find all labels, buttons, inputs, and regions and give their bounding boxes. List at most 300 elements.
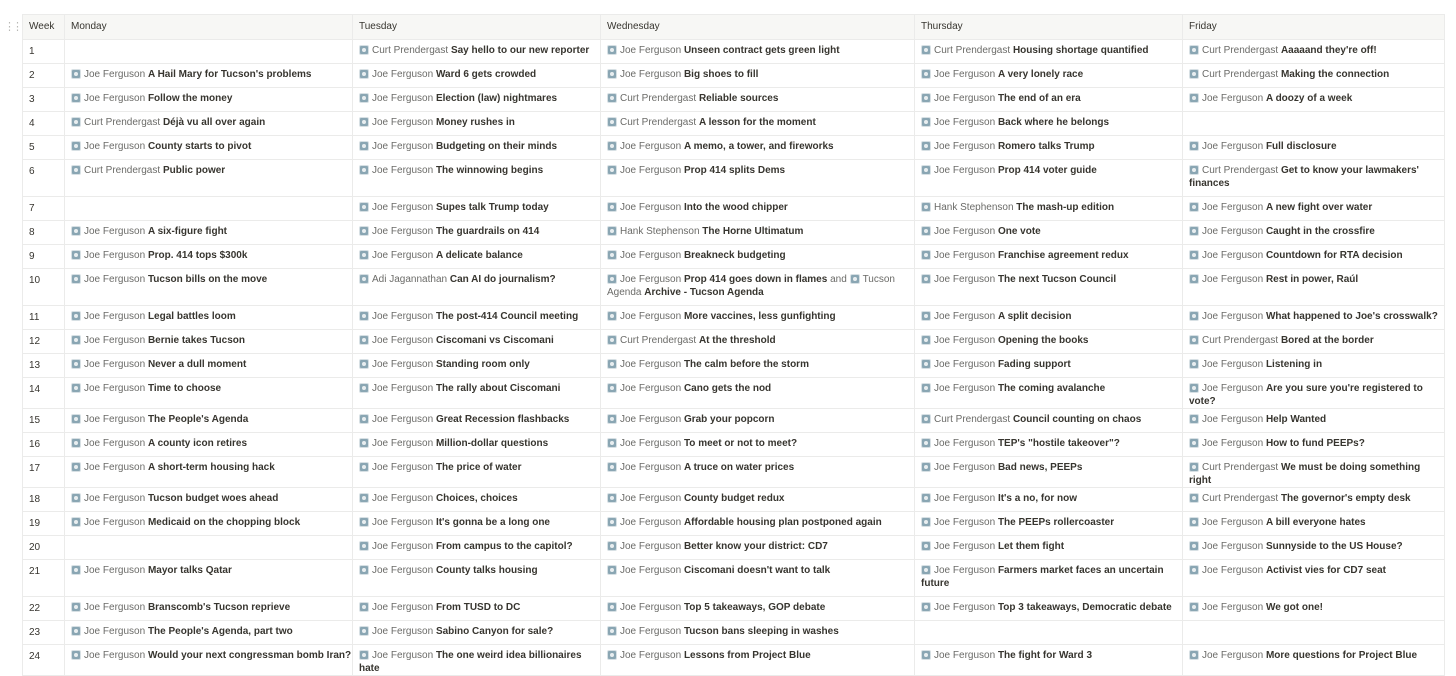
week-number-cell[interactable]: 7 — [23, 197, 65, 221]
column-header-monday[interactable]: Monday — [65, 15, 353, 40]
page-link[interactable] — [607, 493, 785, 504]
page-link[interactable] — [71, 165, 225, 176]
cell-monday[interactable] — [65, 409, 353, 433]
page-link[interactable] — [607, 45, 840, 56]
cell-friday[interactable] — [1183, 597, 1445, 621]
page-link[interactable] — [359, 45, 589, 56]
cell-thursday[interactable] — [915, 457, 1183, 488]
cell-thursday[interactable] — [915, 621, 1183, 645]
page-link[interactable] — [921, 359, 1071, 370]
cell-thursday[interactable] — [915, 330, 1183, 354]
cell-friday[interactable] — [1183, 160, 1445, 197]
week-number-cell[interactable]: 11 — [23, 306, 65, 330]
page-link[interactable] — [1189, 383, 1423, 407]
cell-tuesday[interactable] — [353, 378, 601, 409]
page-link[interactable] — [71, 565, 232, 576]
page-link[interactable] — [359, 226, 539, 237]
cell-wednesday[interactable] — [601, 64, 915, 88]
cell-thursday[interactable] — [915, 409, 1183, 433]
page-link[interactable] — [71, 141, 251, 152]
page-link[interactable] — [607, 93, 778, 104]
page-link[interactable] — [1189, 541, 1403, 552]
cell-thursday[interactable] — [915, 378, 1183, 409]
page-link[interactable] — [607, 335, 776, 346]
cell-thursday[interactable] — [915, 269, 1183, 306]
cell-friday[interactable] — [1183, 88, 1445, 112]
cell-thursday[interactable] — [915, 560, 1183, 597]
cell-wednesday[interactable] — [601, 136, 915, 160]
page-link[interactable] — [71, 274, 267, 285]
cell-friday[interactable] — [1183, 64, 1445, 88]
cell-friday[interactable] — [1183, 306, 1445, 330]
page-link[interactable] — [607, 226, 803, 237]
cell-content — [71, 488, 352, 505]
page-link-icon — [921, 565, 931, 575]
cell-monday[interactable] — [65, 433, 353, 457]
page-link[interactable] — [1189, 141, 1337, 152]
cell-content — [71, 112, 352, 129]
page-link[interactable] — [359, 250, 523, 261]
week-number-cell[interactable]: 15 — [23, 409, 65, 433]
page-link[interactable] — [607, 311, 836, 322]
cell-thursday[interactable] — [915, 197, 1183, 221]
cell-tuesday[interactable] — [353, 354, 601, 378]
cell-tuesday[interactable] — [353, 40, 601, 64]
cell-tuesday[interactable] — [353, 112, 601, 136]
cell-tuesday[interactable] — [353, 457, 601, 488]
cell-monday[interactable] — [65, 269, 353, 306]
page-link[interactable] — [359, 311, 578, 322]
story-title: Top 3 takeaways, Democratic debate — [997, 602, 1172, 613]
page-link[interactable] — [359, 414, 569, 425]
page-link[interactable] — [921, 93, 1081, 104]
story-title: Caught in the crossfire — [1265, 226, 1375, 237]
cell-monday[interactable] — [65, 112, 353, 136]
cell-tuesday[interactable] — [353, 488, 601, 512]
page-link-icon — [71, 462, 81, 472]
page-link[interactable] — [359, 165, 543, 176]
page-link[interactable] — [921, 383, 1105, 394]
page-link[interactable] — [359, 274, 556, 285]
cell-monday[interactable] — [65, 40, 353, 64]
author-name: Curt Prendergast — [1202, 45, 1279, 56]
cell-thursday[interactable] — [915, 354, 1183, 378]
week-number-cell[interactable]: 21 — [23, 560, 65, 597]
week-number-cell[interactable]: 23 — [23, 621, 65, 645]
page-link[interactable] — [921, 274, 1116, 285]
page-link[interactable] — [71, 69, 311, 80]
cell-wednesday[interactable] — [601, 197, 915, 221]
cell-tuesday[interactable] — [353, 64, 601, 88]
cell-content — [921, 136, 1182, 153]
page-link[interactable] — [1189, 602, 1323, 613]
page-link[interactable] — [1189, 202, 1372, 213]
page-link-icon — [359, 45, 369, 55]
page-link[interactable] — [71, 117, 265, 128]
page-link[interactable] — [359, 383, 560, 394]
page-link[interactable] — [1189, 438, 1365, 449]
author-name: Joe Ferguson — [84, 493, 146, 504]
page-link[interactable] — [607, 462, 794, 473]
page-link[interactable] — [607, 626, 839, 637]
column-header-friday[interactable]: Friday — [1183, 15, 1445, 40]
page-link[interactable] — [607, 517, 882, 528]
week-number-cell[interactable]: 4 — [23, 112, 65, 136]
page-link[interactable] — [921, 202, 1114, 213]
page-link[interactable] — [921, 462, 1082, 473]
cell-monday[interactable] — [65, 488, 353, 512]
page-link[interactable] — [359, 141, 557, 152]
page-link[interactable] — [359, 438, 548, 449]
page-link[interactable] — [71, 226, 227, 237]
week-number-cell[interactable]: 20 — [23, 536, 65, 560]
cell-tuesday[interactable] — [353, 330, 601, 354]
column-header-tuesday[interactable]: Tuesday — [353, 15, 601, 40]
cell-tuesday[interactable] — [353, 597, 601, 621]
page-link[interactable] — [607, 541, 828, 552]
page-link[interactable] — [1189, 165, 1419, 189]
cell-thursday[interactable] — [915, 88, 1183, 112]
cell-monday[interactable] — [65, 597, 353, 621]
page-link[interactable] — [921, 438, 1120, 449]
page-link[interactable] — [607, 383, 771, 394]
cell-friday[interactable] — [1183, 621, 1445, 645]
cell-friday[interactable] — [1183, 245, 1445, 269]
cell-monday[interactable] — [65, 457, 353, 488]
story-title: Top 5 takeaways, GOP debate — [683, 602, 826, 613]
drag-handle-icon[interactable]: ⋮⋮ — [4, 21, 20, 33]
page-link[interactable] — [921, 602, 1172, 613]
page-link[interactable] — [71, 414, 248, 425]
week-number-cell[interactable]: 3 — [23, 88, 65, 112]
cell-wednesday[interactable] — [601, 269, 915, 306]
story-title: Back where he belongs — [997, 117, 1110, 128]
story-title: More vaccines, less gunfighting — [683, 311, 836, 322]
page-link[interactable] — [1189, 517, 1366, 528]
cell-wednesday[interactable] — [601, 457, 915, 488]
page-link[interactable] — [71, 626, 293, 637]
page-link[interactable] — [71, 517, 300, 528]
cell-thursday[interactable] — [915, 512, 1183, 536]
cell-tuesday[interactable] — [353, 306, 601, 330]
page-link[interactable] — [921, 565, 1164, 589]
cell-friday[interactable] — [1183, 433, 1445, 457]
cell-friday[interactable] — [1183, 197, 1445, 221]
cell-thursday[interactable] — [915, 488, 1183, 512]
cell-tuesday[interactable] — [353, 536, 601, 560]
cell-tuesday[interactable] — [353, 136, 601, 160]
cell-friday[interactable] — [1183, 136, 1445, 160]
cell-tuesday[interactable] — [353, 269, 601, 306]
cell-wednesday[interactable] — [601, 621, 915, 645]
page-link[interactable] — [921, 311, 1071, 322]
page-link[interactable] — [607, 565, 830, 576]
cell-tuesday[interactable] — [353, 197, 601, 221]
page-link[interactable] — [1189, 359, 1322, 370]
cell-friday[interactable] — [1183, 378, 1445, 409]
cell-thursday[interactable] — [915, 597, 1183, 621]
cell-thursday[interactable] — [915, 536, 1183, 560]
page-link[interactable] — [607, 650, 811, 661]
cell-wednesday[interactable] — [601, 409, 915, 433]
cell-monday[interactable] — [65, 330, 353, 354]
cell-monday[interactable] — [65, 645, 353, 676]
page-link[interactable] — [359, 626, 553, 637]
cell-content — [607, 221, 914, 238]
page-link[interactable] — [359, 202, 549, 213]
cell-wednesday[interactable] — [601, 488, 915, 512]
week-number-cell[interactable]: 9 — [23, 245, 65, 269]
page-link[interactable] — [1189, 45, 1377, 56]
page-link[interactable] — [1189, 565, 1386, 576]
page-link-icon — [359, 165, 369, 175]
page-link[interactable] — [71, 462, 275, 473]
cell-thursday[interactable] — [915, 245, 1183, 269]
page-link[interactable] — [1189, 414, 1326, 425]
cell-monday[interactable] — [65, 378, 353, 409]
page-link[interactable] — [1189, 250, 1403, 261]
page-link[interactable] — [1189, 335, 1374, 346]
cell-wednesday[interactable] — [601, 536, 915, 560]
page-link[interactable] — [921, 517, 1114, 528]
cell-monday[interactable] — [65, 221, 353, 245]
cell-tuesday[interactable] — [353, 645, 601, 676]
page-link[interactable] — [1189, 311, 1438, 322]
cell-monday[interactable] — [65, 512, 353, 536]
cell-monday[interactable] — [65, 88, 353, 112]
week-number-cell[interactable]: 24 — [23, 645, 65, 676]
page-link[interactable] — [921, 650, 1092, 661]
story-title: The next Tucson Council — [997, 274, 1117, 285]
page-link[interactable] — [359, 493, 518, 504]
page-link[interactable] — [1189, 274, 1358, 285]
column-header-week[interactable]: Week — [23, 15, 65, 40]
page-link[interactable] — [359, 359, 530, 370]
column-header-thursday[interactable]: Thursday — [915, 15, 1183, 40]
cell-friday[interactable] — [1183, 330, 1445, 354]
page-link[interactable] — [1189, 226, 1375, 237]
page-link-icon — [71, 93, 81, 103]
cell-friday[interactable] — [1183, 488, 1445, 512]
page-link[interactable] — [71, 383, 221, 394]
cell-monday[interactable] — [65, 354, 353, 378]
cell-wednesday[interactable] — [601, 645, 915, 676]
cell-monday[interactable] — [65, 621, 353, 645]
page-link[interactable] — [607, 602, 825, 613]
page-link[interactable] — [921, 45, 1149, 56]
cell-monday[interactable] — [65, 560, 353, 597]
cell-content — [71, 597, 352, 614]
page-link[interactable] — [359, 117, 515, 128]
cell-tuesday[interactable] — [353, 160, 601, 197]
cell-monday[interactable] — [65, 245, 353, 269]
page-link[interactable] — [359, 650, 582, 674]
cell-monday[interactable] — [65, 306, 353, 330]
author-name: Joe Ferguson — [934, 69, 996, 80]
week-number-cell[interactable]: 19 — [23, 512, 65, 536]
cell-tuesday[interactable] — [353, 512, 601, 536]
week-number-cell[interactable]: 12 — [23, 330, 65, 354]
cell-wednesday[interactable] — [601, 88, 915, 112]
cell-monday[interactable] — [65, 536, 353, 560]
page-link[interactable] — [71, 650, 351, 661]
page-link[interactable] — [71, 493, 278, 504]
page-link-icon — [359, 250, 369, 260]
cell-tuesday[interactable] — [353, 245, 601, 269]
cell-thursday[interactable] — [915, 221, 1183, 245]
page-link[interactable] — [1189, 462, 1420, 486]
column-header-wednesday[interactable]: Wednesday — [601, 15, 915, 40]
page-link[interactable] — [921, 165, 1097, 176]
cell-content — [1189, 40, 1444, 57]
cell-thursday[interactable] — [915, 40, 1183, 64]
week-number-cell[interactable]: 14 — [23, 378, 65, 409]
page-link[interactable] — [607, 117, 816, 128]
page-link[interactable] — [71, 311, 236, 322]
page-link[interactable] — [359, 462, 522, 473]
cell-wednesday[interactable] — [601, 112, 915, 136]
page-link[interactable] — [607, 165, 785, 176]
cell-wednesday[interactable] — [601, 330, 915, 354]
cell-wednesday[interactable] — [601, 40, 915, 64]
page-link[interactable] — [71, 359, 246, 370]
cell-tuesday[interactable] — [353, 621, 601, 645]
cell-wednesday[interactable] — [601, 512, 915, 536]
page-link-icon — [607, 414, 617, 424]
cell-friday[interactable] — [1183, 457, 1445, 488]
week-number-cell[interactable]: 16 — [23, 433, 65, 457]
page-link[interactable] — [71, 250, 247, 261]
page-link[interactable] — [607, 69, 758, 80]
cell-wednesday[interactable] — [601, 245, 915, 269]
cell-tuesday[interactable] — [353, 88, 601, 112]
page-link[interactable] — [359, 93, 557, 104]
week-number-cell[interactable]: 2 — [23, 64, 65, 88]
page-link[interactable] — [921, 250, 1129, 261]
page-link-icon — [1189, 226, 1199, 236]
page-link-icon — [71, 165, 81, 175]
week-number-cell[interactable]: 17 — [23, 457, 65, 488]
cell-friday[interactable] — [1183, 269, 1445, 306]
page-link[interactable] — [1189, 650, 1417, 661]
cell-thursday[interactable] — [915, 433, 1183, 457]
cell-monday[interactable] — [65, 160, 353, 197]
week-number-cell[interactable]: 6 — [23, 160, 65, 197]
page-link[interactable] — [359, 541, 573, 552]
page-link[interactable] — [921, 141, 1095, 152]
page-link[interactable] — [607, 202, 788, 213]
page-link[interactable] — [921, 226, 1041, 237]
page-link[interactable] — [921, 117, 1109, 128]
page-link[interactable] — [359, 565, 538, 576]
page-link[interactable] — [1189, 69, 1389, 80]
cell-friday[interactable] — [1183, 645, 1445, 676]
cell-monday[interactable] — [65, 64, 353, 88]
page-link[interactable] — [607, 274, 827, 285]
page-link[interactable] — [359, 517, 550, 528]
cell-friday[interactable] — [1183, 354, 1445, 378]
page-link[interactable] — [921, 541, 1064, 552]
cell-wednesday[interactable] — [601, 354, 915, 378]
page-link[interactable] — [359, 335, 554, 346]
author-name: Joe Ferguson — [372, 250, 434, 261]
page-link-icon — [71, 335, 81, 345]
cell-friday[interactable] — [1183, 221, 1445, 245]
author-name: Joe Ferguson — [1202, 414, 1264, 425]
page-link[interactable] — [607, 141, 834, 152]
cell-thursday[interactable] — [915, 112, 1183, 136]
cell-thursday[interactable] — [915, 306, 1183, 330]
page-link-icon — [71, 438, 81, 448]
week-number-cell[interactable]: 8 — [23, 221, 65, 245]
cell-friday[interactable] — [1183, 560, 1445, 597]
week-number-cell[interactable]: 22 — [23, 597, 65, 621]
cell-friday[interactable] — [1183, 409, 1445, 433]
week-number-cell[interactable]: 1 — [23, 40, 65, 64]
cell-friday[interactable] — [1183, 536, 1445, 560]
cell-wednesday[interactable] — [601, 433, 915, 457]
cell-tuesday[interactable] — [353, 560, 601, 597]
cell-thursday[interactable] — [915, 64, 1183, 88]
page-link[interactable] — [921, 69, 1083, 80]
story-title: Into the wood chipper — [683, 202, 788, 213]
week-number-cell[interactable]: 13 — [23, 354, 65, 378]
week-number-cell[interactable]: 10 — [23, 269, 65, 306]
cell-thursday[interactable] — [915, 136, 1183, 160]
page-link[interactable] — [359, 69, 536, 80]
cell-tuesday[interactable] — [353, 409, 601, 433]
page-link[interactable] — [607, 359, 809, 370]
cell-content — [71, 536, 352, 540]
cell-monday[interactable] — [65, 197, 353, 221]
cell-friday[interactable] — [1183, 512, 1445, 536]
cell-content — [607, 378, 914, 395]
cell-wednesday[interactable] — [601, 221, 915, 245]
cell-wednesday[interactable] — [601, 560, 915, 597]
cell-friday[interactable] — [1183, 40, 1445, 64]
cell-wednesday[interactable] — [601, 306, 915, 330]
cell-content — [921, 269, 1182, 286]
page-link[interactable] — [921, 335, 1089, 346]
page-link[interactable] — [921, 414, 1141, 425]
cell-friday[interactable] — [1183, 112, 1445, 136]
cell-tuesday[interactable] — [353, 221, 601, 245]
page-link[interactable] — [1189, 93, 1352, 104]
cell-thursday[interactable] — [915, 160, 1183, 197]
page-link[interactable] — [607, 414, 775, 425]
cell-tuesday[interactable] — [353, 433, 601, 457]
cell-wednesday[interactable] — [601, 378, 915, 409]
page-link[interactable] — [607, 438, 797, 449]
page-link[interactable] — [71, 93, 232, 104]
cell-content — [71, 64, 352, 81]
week-number-cell[interactable]: 18 — [23, 488, 65, 512]
page-link-icon — [921, 311, 931, 321]
cell-wednesday[interactable] — [601, 597, 915, 621]
cell-wednesday[interactable] — [601, 160, 915, 197]
page-link[interactable] — [1189, 493, 1411, 504]
week-number-cell[interactable]: 5 — [23, 136, 65, 160]
page-link[interactable] — [921, 493, 1077, 504]
page-link[interactable] — [71, 438, 247, 449]
page-link[interactable] — [359, 602, 520, 613]
author-name: Joe Ferguson — [620, 250, 682, 261]
cell-thursday[interactable] — [915, 645, 1183, 676]
page-link[interactable] — [607, 250, 786, 261]
page-link[interactable] — [71, 602, 290, 613]
cell-monday[interactable] — [65, 136, 353, 160]
page-link[interactable] — [71, 335, 245, 346]
